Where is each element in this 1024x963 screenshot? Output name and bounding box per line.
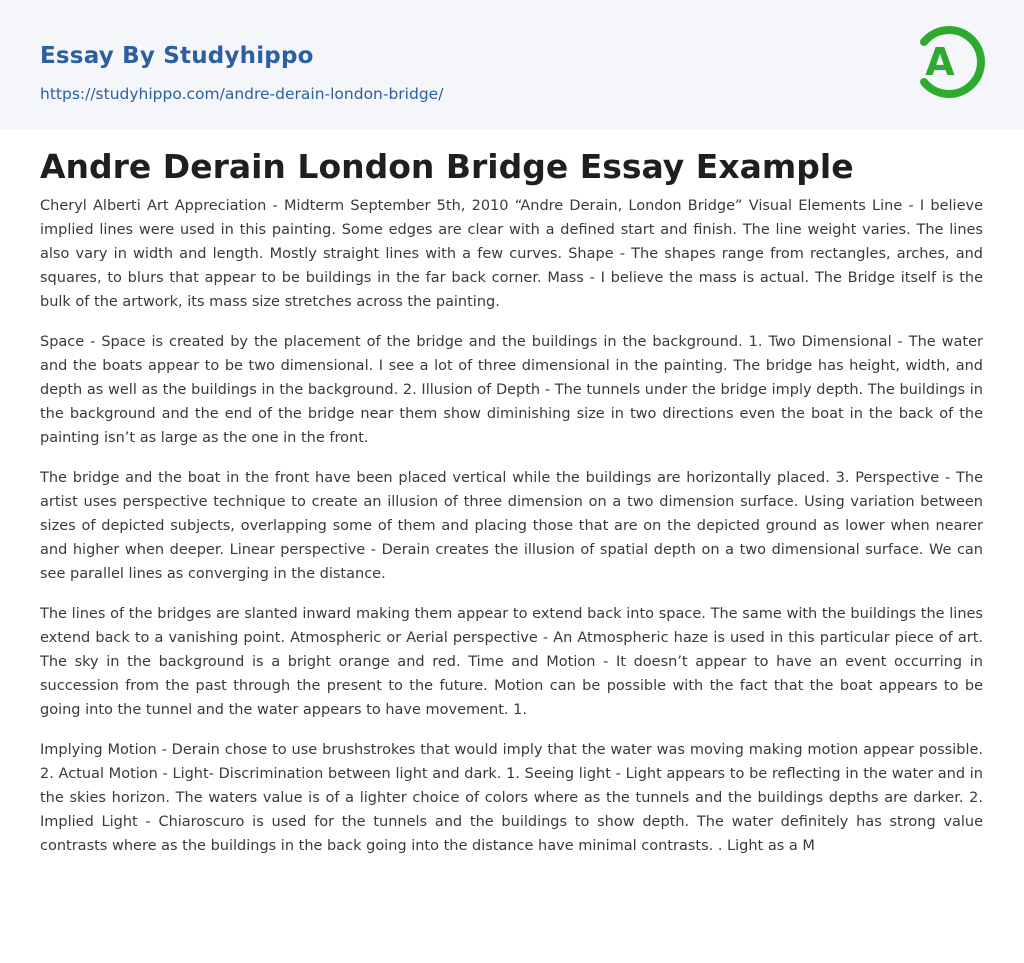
essay-paragraph: Implying Motion - Derain chose to use brushstrokes that would imply that the water was moving making motion appear possible. 2. Actual Motion - Light- Discrimination between light and dark. 1. Seeing light - Light appears to be reflecting in the water and in the skies horizon. The waters value is of a lighter choice of colors where as the tunnels and the buildings depths are darker. 2. Implied Light - Chiaroscuro is used for the tunnels and the buildings to show depth. The water definitely has strong value contrasts where as the buildings in the back going into the distance have minimal contrasts. . Light as a M: [40, 742, 983, 854]
page-header: [0, 0, 1024, 129]
essay-body: [40, 194, 983, 874]
essay-paragraph: Cheryl Alberti Art Appreciation - Midterm September 5th, 2010 “Andre Derain, London Bridge” Visual Elements Line - I believe implied lines were used in this painting. Some edges are clear with a defined start and finish. The line weight varies. The lines also vary in width and length. Mostly straight lines with a few curves. Shape - The shapes range from rectangles, arches, and squares, to blurs that appear to be buildings in the far back corner. Mass - I believe the mass is actual. The Bridge itself is the bulk of the artwork, its mass size stretches across the painting.: [40, 198, 983, 310]
site-title: Essay By Studyhippo: [40, 43, 314, 69]
essay-title: Andre Derain London Bridge Essay Example: [40, 147, 854, 186]
logo-letter: A: [925, 40, 955, 84]
source-url-link[interactable]: https://studyhippo.com/andre-derain-london-bridge/: [40, 85, 444, 103]
essay-paragraph: Space - Space is created by the placement of the bridge and the buildings in the background. 1. Two Dimensional - The water and the boats appear to be two dimensional. I see a lot of three dimensional in the painting. The bridge has height, width, and depth as well as the buildings in the background. 2. Illusion of Depth - The tunnels under the bridge imply depth. The buildings in the background and the end of the bridge near them show diminishing size in two directions even the boat in the back of the painting isn’t as large as the one in the front.: [40, 334, 983, 446]
studyhippo-logo-icon[interactable]: [912, 20, 986, 104]
essay-paragraph: The bridge and the boat in the front have been placed vertical while the buildings are horizontally placed. 3. Perspective - The artist uses perspective technique to create an illusion of three dimension on a two dimension surface. Using variation between sizes of depicted subjects, overlapping some of them and placing those that are on the depicted ground as lower when nearer and higher when deeper. Linear perspective - Derain creates the illusion of spatial depth on a two dimensional surface. We can see parallel lines as converging in the distance.: [40, 470, 983, 582]
essay-paragraph: The lines of the bridges are slanted inward making them appear to extend back into space. The same with the buildings the lines extend back to a vanishing point. Atmospheric or Aerial perspective - An Atmospheric haze is used in this particular piece of art. The sky in the background is a bright orange and red. Time and Motion - It doesn’t appear to have an event occurring in succession from the past through the present to the future. Motion can be possible with the fact that the boat appears to be going into the tunnel and the water appears to have movement. 1.: [40, 606, 983, 718]
